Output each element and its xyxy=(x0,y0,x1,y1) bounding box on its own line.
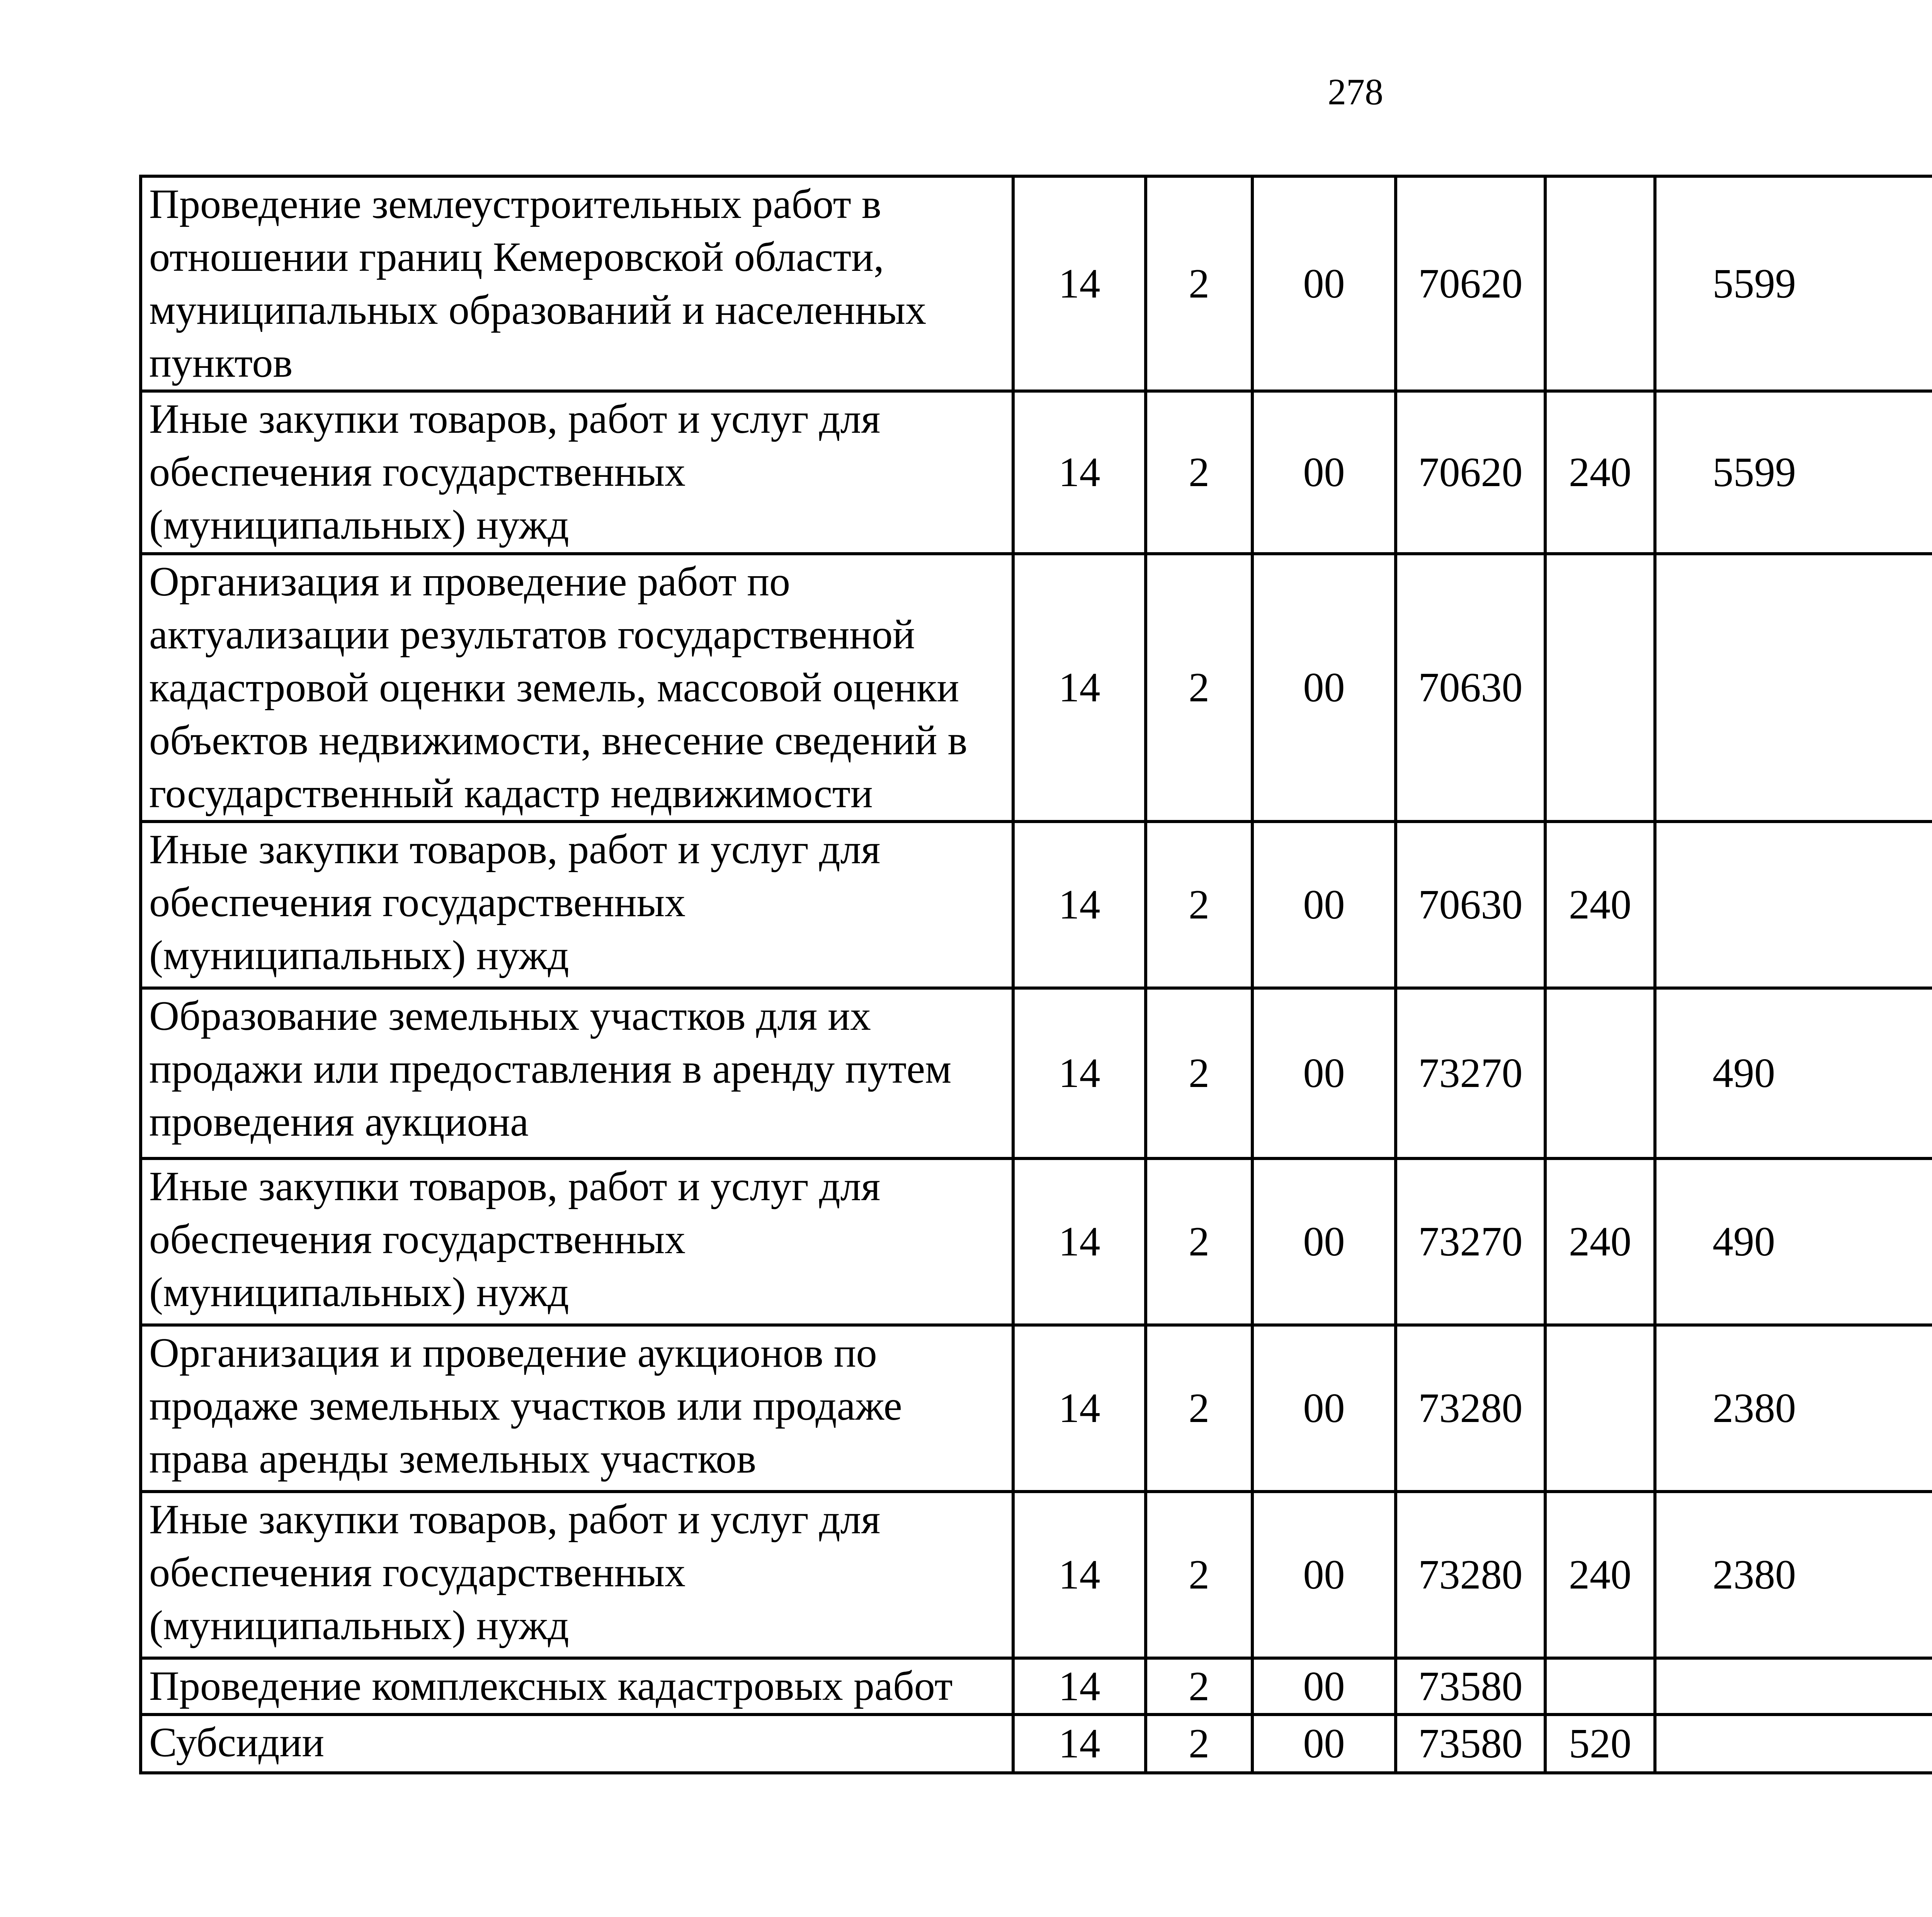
expense-type-code xyxy=(1545,554,1655,822)
amount-1: 490 xyxy=(1655,988,1932,1158)
expense-type-code xyxy=(1545,988,1655,1158)
target-code: 73580 xyxy=(1396,1715,1545,1773)
program-code: 00 xyxy=(1252,1658,1396,1715)
item-name: Иные закупки товаров, работ и услуг для обеспечения государственных (муниципальных) нужд xyxy=(141,822,1013,988)
section-code: 14 xyxy=(1013,1492,1146,1658)
expense-type-code: 240 xyxy=(1545,1492,1655,1658)
subsection-code: 2 xyxy=(1146,1715,1252,1773)
target-code: 70630 xyxy=(1396,822,1545,988)
expense-type-code: 240 xyxy=(1545,1158,1655,1325)
expense-type-code xyxy=(1545,176,1655,391)
subsection-code: 2 xyxy=(1146,1325,1252,1492)
amount-1 xyxy=(1655,554,1932,822)
budget-table xyxy=(139,175,1932,1774)
table-row xyxy=(141,1325,1932,1492)
section-code: 14 xyxy=(1013,1658,1146,1715)
table-row xyxy=(141,1658,1932,1715)
page-number: 278 xyxy=(1328,71,1383,112)
table-row xyxy=(141,1715,1932,1773)
subsection-code: 2 xyxy=(1146,822,1252,988)
item-name: Организация и проведение аукционов по продаже земельных участков или продаже права аренды земельных участков xyxy=(141,1325,1013,1492)
program-code: 00 xyxy=(1252,1158,1396,1325)
item-name: Иные закупки товаров, работ и услуг для обеспечения государственных (муниципальных) нужд xyxy=(141,1492,1013,1658)
program-code: 00 xyxy=(1252,1325,1396,1492)
table-row xyxy=(141,391,1932,554)
target-code: 70620 xyxy=(1396,391,1545,554)
program-code: 00 xyxy=(1252,988,1396,1158)
program-code: 00 xyxy=(1252,1492,1396,1658)
amount-1: 490 xyxy=(1655,1158,1932,1325)
table-row xyxy=(141,822,1932,988)
amount-1 xyxy=(1655,1658,1932,1715)
item-name: Иные закупки товаров, работ и услуг для обеспечения государственных (муниципальных) нужд xyxy=(141,391,1013,554)
subsection-code: 2 xyxy=(1146,176,1252,391)
target-code: 73580 xyxy=(1396,1658,1545,1715)
item-name: Образование земельных участков для их продажи или предоставления в аренду путем проведения аукциона xyxy=(141,988,1013,1158)
table-row xyxy=(141,554,1932,822)
section-code: 14 xyxy=(1013,176,1146,391)
target-code: 70630 xyxy=(1396,554,1545,822)
amount-1: 5599 xyxy=(1655,176,1932,391)
subsection-code: 2 xyxy=(1146,1658,1252,1715)
expense-type-code: 240 xyxy=(1545,391,1655,554)
item-name: Субсидии xyxy=(141,1715,1013,1773)
section-code: 14 xyxy=(1013,1325,1146,1492)
target-code: 73280 xyxy=(1396,1325,1545,1492)
table-row xyxy=(141,1158,1932,1325)
amount-1: 2380 xyxy=(1655,1325,1932,1492)
program-code: 00 xyxy=(1252,554,1396,822)
amount-1: 2380 xyxy=(1655,1492,1932,1658)
subsection-code: 2 xyxy=(1146,1158,1252,1325)
subsection-code: 2 xyxy=(1146,554,1252,822)
section-code: 14 xyxy=(1013,1158,1146,1325)
section-code: 14 xyxy=(1013,822,1146,988)
program-code: 00 xyxy=(1252,822,1396,988)
program-code: 00 xyxy=(1252,176,1396,391)
table-row xyxy=(141,1492,1932,1658)
expense-type-code: 520 xyxy=(1545,1715,1655,1773)
section-code: 14 xyxy=(1013,988,1146,1158)
target-code: 73270 xyxy=(1396,988,1545,1158)
program-code: 00 xyxy=(1252,1715,1396,1773)
item-name: Проведение землеустроительных работ в отношении границ Кемеровской области, муниципальных образований и населенных пунктов xyxy=(141,176,1013,391)
item-name: Проведение комплексных кадастровых работ xyxy=(141,1658,1013,1715)
amount-1: 5599 xyxy=(1655,391,1932,554)
target-code: 73270 xyxy=(1396,1158,1545,1325)
amount-1 xyxy=(1655,822,1932,988)
amount-1 xyxy=(1655,1715,1932,1773)
target-code: 73280 xyxy=(1396,1492,1545,1658)
table-row xyxy=(141,176,1932,391)
expense-type-code xyxy=(1545,1658,1655,1715)
section-code: 14 xyxy=(1013,554,1146,822)
subsection-code: 2 xyxy=(1146,391,1252,554)
table-row xyxy=(141,988,1932,1158)
expense-type-code: 240 xyxy=(1545,822,1655,988)
section-code: 14 xyxy=(1013,1715,1146,1773)
expense-type-code xyxy=(1545,1325,1655,1492)
section-code: 14 xyxy=(1013,391,1146,554)
item-name: Организация и проведение работ по актуализации результатов государственной кадастровой оценки земель, массовой оценки объектов недвижимости, внесение сведений в государственный кадастр недвижимости xyxy=(141,554,1013,822)
subsection-code: 2 xyxy=(1146,988,1252,1158)
subsection-code: 2 xyxy=(1146,1492,1252,1658)
target-code: 70620 xyxy=(1396,176,1545,391)
program-code: 00 xyxy=(1252,391,1396,554)
item-name: Иные закупки товаров, работ и услуг для обеспечения государственных (муниципальных) нужд xyxy=(141,1158,1013,1325)
